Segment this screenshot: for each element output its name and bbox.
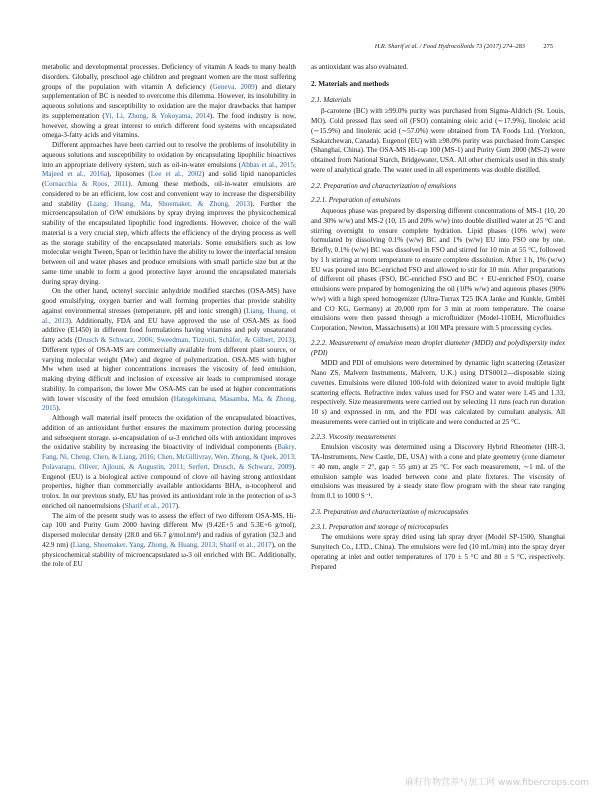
paragraph: Emulsion viscosity was determined using a Discovery Hybrid Rheometer (HR-3, TA-Instruments, New Castle, DE, USA) with a cone and plate geometry (cone diameter = 40 mm, angle = 2°, gap = 55 μm) at 25 °C. For each measurement, ∼1 mL of the emulsion sample was loaded between cone and plate fixtures. The viscosity of emulsions was measured by a steady state flow program with the shear rate ranging from 0.1 to 1000 S⁻¹.	[311, 443, 565, 500]
paragraph: The emulsions were spray dried using lab spray dryer (Model SP-1500, Shanghai Sunyitech Co., LTD., China). The emulsions were fed (10 mL/min) into the spray dryer operating at inlet and outlet temperatures of 170 ± 5 °C and 80 ± 5 °C, respectively. Prepared	[311, 533, 565, 571]
citation-link[interactable]: Bakry, Fang, Ni, Cheng, Chen, & Liang, 2016; Chen, McGillivray, Wen, Zhong, & Quek, 2013; Polavarapu, Oliver, Ajlouni, & Augustin, 2011; Serfert, Drusch, & Schwarz, 2009	[42, 443, 296, 471]
subsection-heading: 2.2. Preparation and characterization of emulsions	[311, 181, 457, 190]
citation-link[interactable]: Liang, Huang, et al., 2013	[42, 306, 296, 325]
citation-link[interactable]: Abbas et al., 2015; Majeed et al., 2016a	[42, 160, 297, 179]
citation-link[interactable]: Lee et al., 2002	[150, 170, 202, 179]
subsubsection-heading: 2.2.2. Measurement of emulsion mean droplet diameter (MDD) and polydispersity index (PDI)	[311, 338, 565, 357]
running-header	[42, 43, 553, 55]
citation-link[interactable]: Yi, Li, Zhong, & Yokoyama, 2014	[104, 111, 210, 120]
paragraph: Although wall material itself protects the oxidation of the encapsulated bioactives, addition of an antioxidant further ensures the maximum protection during processing and subsequent storage. ω-encapsulation of ω-3 enriched oils with antioxidant improves the oxidative stability by increasing the bioactivity of individual components (Bakry, Fang, Ni, Cheng, Chen, & Liang, 2016; Chen, McGillivray, Wen, Zhong, & Quek, 2013; Polavarapu, Oliver, Ajlouni, & Augustin, 2011; Serfert, Drusch, & Schwarz, 2009). Eugenol (EU) is a biological active compound of clove oil having strong antioxidant properties, higher than commercially available antioxidants BHA, α-tocopherol and trolox. In our previous study, EU has proved its antioxidant role in the protection of ω-3 enriched oil nanoemulsions (Sharif et al., 2017).	[42, 414, 296, 510]
left-column	[42, 63, 296, 570]
subsubsection-heading: 2.3.1. Preparation and storage of microcapsules	[311, 522, 449, 531]
subsubsection-heading: 2.2.3. Viscosity measurements	[311, 432, 396, 441]
citation-link[interactable]: Liang, Shoemaker, Yang, Zhong, & Huang, 2013; Sharif et al., 2017	[72, 540, 272, 549]
watermark: 麻籽作物营养与加工网 www.fibercrops.com	[405, 778, 589, 788]
citation-link[interactable]: Liang, Huang, Ma, Shoemaker, & Zhong, 2013	[89, 199, 251, 208]
subsubsection-heading: 2.2.1. Preparation of emulsions	[311, 196, 401, 205]
running-title: H.R. Sharif et al. / Food Hydrocolloids 73 (2017) 274–283	[374, 43, 525, 50]
citation-link[interactable]: Geneva, 2009	[212, 82, 255, 91]
subsection-heading: 2.1. Materials	[311, 95, 351, 104]
citation-link[interactable]: Hategekimana, Masamba, Ma, & Zhong, 2015	[42, 394, 297, 413]
paragraph: The aim of the present study was to assess the effect of two different OSA-MS, Hi-cap 100 and Purity Gum 2000 having different Mw (9.42E+5 and 5.3E+6 g/mol), dispersed molecular density (28.0 and 66.7 g/mol.nm³) and radius of gyration (32.3 and 42.9 nm) (Liang, Shoemaker, Yang, Zhong, & Huang, 2013; Sharif et al., 2017), on the physicochemical stability of microencapsulated ω-3 oil enriched with BC. Additionally, the role of EU	[42, 511, 296, 569]
paragraph: On the other hand, octenyl succinic anhydride modified starches (OSA-MS) have good emulsifying, oxygen barrier and wall forming properties that provide stability against environmental stresses (temperature, pH and ionic strength) (Liang, Huang, et al., 2013). Additionally, FDA and EU have approved the use of OSA-MS as food additive (E1450) in different food formulations having vitamins and poly unsaturated fatty acids (Drusch & Schwarz, 2006; Sweedman, Tizzotti, Schäfer, & Gilbert, 2013). Different types of OSA-MS are commercially available from different plant source, or varying molecular weight (Mw) and degree of polymerization. OSA-MS with higher Mw when used at higher concentrations increases the viscosity of feed emulsion, making drying difficult and inclusion of excessive air leads to compromised storage stability. In comparison, the lower Mw OSA-MS can be used at higher concentrations with lower viscosity of the feed emulsion (Hategekimana, Masamba, Ma, & Zhong, 2015).	[42, 287, 297, 413]
subsection-heading: 2.3. Preparation and characterization of microcapsules	[311, 507, 469, 516]
citation-link[interactable]: Sharif et al., 2017	[124, 501, 176, 510]
paragraph: as antioxidant was also evaluated.	[311, 63, 408, 71]
paragraph: Aqueous phase was prepared by dispersing different concentrations of MS-1 (10, 20 and 30% w/w) and MS-2 (10, 15 and 20% w/w) into double distilled water at 25 °C and stirring overnight to ensure complete hydration. Lipid phases (10% w/w) were formulated by dissolving 0.1% (w/w) BC and 1% (w/w) EU into FSO one by one. Briefly, 0.1% (w/w) BC was dissolved in FSO and stirred for 10 min at 55 °C, followed by 1 h stirring at room temperature to ensure complete dissolution. After 1 h, 1% (w/w) EU was poured into BC-enriched FSO and allowed to stir for 10 min. After preparations of different oil phases (FSO, BC-enriched FSO and BC + EU-enriched FSO), coarse emulsions were prepared by homogenizing the oil (10% w/w) and aqueous phases (90% w/w) with a high speed homogenizer (Ultra-Turrax T25 IKA Janke and Kunkle, GmbH and CO KG, Germany) at 20,000 rpm for 3 min at room temperature. The coarse emulsions were then passed through a microfluidizer (Model-110EH, Microfluidics Corporation, Newton, Massachusetts) at 100 MPa pressure with 5 processing cycles.	[311, 207, 565, 332]
paragraph: β-carotene (BC) with ≥99.0% purity was purchased from Sigma-Aldrich (St. Louis, MO). Cold pressed flax seed oil (FSO) containing oleic acid (∼17.9%), linoleic acid (∼15.9%) and linolenic acid (∼57.0%) were obtained from TA Foods Ltd. (Yorkton, Saskatchewan, Canada). Eugenol (EU) with ≥98.0% purity was purchased from Canspec (Shanghai, China). The OSA-MS Hi-cap 100 (MS-1) and Purity Gum 2000 (MS-2) were obtained from National Starch, Bridgewater, USA. All other chemicals used in this study were of analytical grade. The water used in all experiments was double distilled.	[311, 107, 565, 174]
citation-link[interactable]: Drusch & Schwarz, 2006; Sweedman, Tizzotti, Schäfer, & Gilbert, 2013	[77, 336, 292, 344]
page-number: 275	[543, 43, 553, 50]
paragraph: MDD and PDI of emulsions were determined by dynamic light scattering (Zetasizer Nano ZS, Malvern Instruments, Malvern, U.K.) using DTS0012—disposable sizing cuvettes. Emulsions were diluted 100-fold with deionized water to avoid multiple light scattering effects. Refractive index values used for FSO and water were 1.45 and 1.33, respectively. Size measurements were carried out by selecting 11 runs (each run duration 10 s) and expressed in nm, and the PDI was calculated by cumulant analysis. All measurements were carried out in triplicate and were conducted at 25 °C.	[311, 359, 565, 426]
right-column	[311, 63, 565, 572]
paragraph: metabolic and developmental processes. Deficiency of vitamin A leads to many health disorders. Globally, preschool age children and pregnant women are the most suffering groups of the population with vitamin A deficiency (Geneva, 2009) and dietary supplementation of BC is needed to overcome this dilemma. However, its insolubility in aqueous solutions and susceptibility to oxidation are the major drawbacks that hamper its supplementation (Yi, Li, Zhong, & Yokoyama, 2014). The food industry is now, however, showing a great interest to enrich different food systems with encapsulated omega-3-fatty acids and vitamins.	[42, 63, 296, 140]
section-heading: 2. Materials and methods	[311, 79, 389, 88]
paragraph: Different approaches have been carried out to resolve the problems of insolubility in aqueous solutions and susceptibility to oxidation by encapsulating lipophilic bioactives into an appropriate delivery system, such as oil-in-water emulsions (Abbas et al., 2015; Majeed et al., 2016a), liposomes (Lee et al., 2002) and solid lipid nanoparticles (Cornacchia & Roos, 2011). Among these methods, oil-in-water emulsions are considered to be an efficient, low cost and convenient way to increase the dispersibility and stability (Liang, Huang, Ma, Shoemaker, & Zhong, 2013). Further the microencapsulation of O/W emulsions by spray drying improves the physicochemical stability of the encapsulated lipophilic food ingredients. However, choice of the wall material is a very crucial step, which affects the efficiency of the drying process as well as the storage stability of the encapsulated materials. Some emulsifiers such as low molecular weight Tween, Span or lecithin have the ability to lower the interfacial tension between oil and water phases and produce emulsions with small particle size but at the same time unable to form a good protective layer around the encapsulated materials during spray drying.	[42, 141, 297, 286]
citation-link[interactable]: Cornacchia & Roos, 2011	[44, 180, 129, 188]
